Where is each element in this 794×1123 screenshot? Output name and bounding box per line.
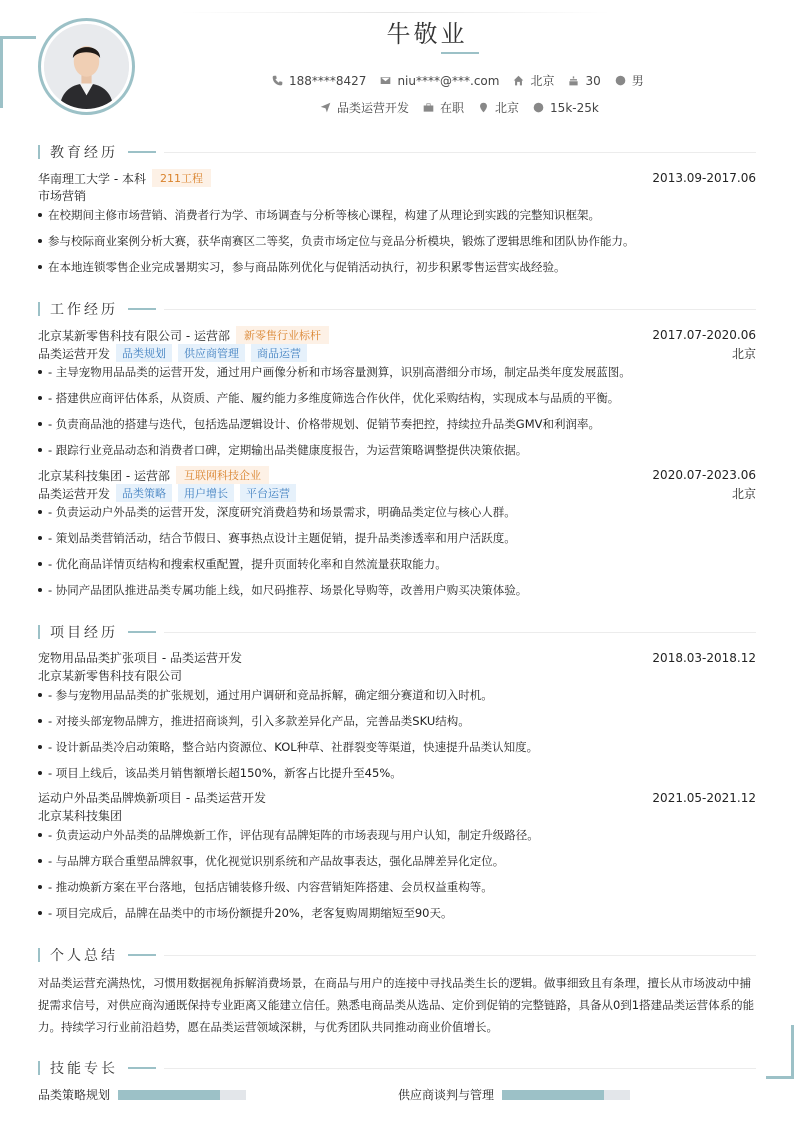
skill-tag: 平台运营	[240, 484, 296, 502]
face-icon	[615, 75, 626, 86]
company-name: 北京某科技集团 - 运营部	[38, 468, 170, 483]
project-bullet: - 与品牌方联合重塑品牌叙事，优化视觉识别系统和产品故事表达，强化品牌差异化定位。	[38, 853, 756, 869]
name-underline	[441, 52, 479, 54]
project-period: 2021.05-2021.12	[652, 790, 756, 805]
section-projects-title	[38, 622, 756, 642]
section-title-text: 技能专长	[50, 1061, 118, 1077]
project-bullet: - 项目完成后，品牌在品类中的市场份额提升20%，老客复购周期缩短至90天。	[38, 905, 756, 921]
work-city: 北京	[731, 486, 756, 501]
summary-text: 对品类运营充满热忱，习惯用数据视角拆解消费场景，在商品与用户的连接中寻找品类生长的逻辑。做事细致且有条理，擅长从市场波动中捕捉需求信号，对供应商沟通既保持专业距离又能建立信任。熟悉电商品类从选品、定价到促销的完整链路，具备从0到1搭建品类运营体系的能力。持续学习行业前沿趋势，愿在品类运营领域深耕，与优秀团队共同推动商业价值增长。	[38, 976, 755, 1034]
section-skills-title	[38, 1058, 756, 1078]
gender-item	[615, 72, 644, 89]
decor-corner-bottom-right	[766, 1025, 794, 1079]
target-role-item	[320, 99, 409, 116]
section-title-text: 项目经历	[50, 625, 118, 641]
work-header	[38, 326, 756, 344]
section-summary-title	[38, 945, 756, 965]
skill-tag: 供应商管理	[178, 344, 245, 362]
education-header	[38, 169, 756, 187]
education-bullet: 在本地连锁零售企业完成暑期实习，参与商品陈列优化与促销活动执行，初步积累零售运营实战经验。	[38, 259, 756, 275]
company-tag: 互联网科技企业	[176, 466, 269, 484]
company-tag: 新零售行业标杆	[236, 326, 329, 344]
role: 品类运营开发	[38, 486, 111, 501]
skill-level-bar	[118, 1090, 246, 1100]
section-work-title	[38, 299, 756, 319]
project-bullet: - 参与宠物用品品类的扩张规划，通过用户调研和竞品拆解，确定细分赛道和切入时机。	[38, 687, 756, 703]
work-bullet: - 优化商品详情页结构和搜索权重配置，提升页面转化率和自然流量获取能力。	[38, 556, 756, 572]
project-bullet: - 设计新品类冷启动策略，整合站内资源位、KOL种草、社群裂变等渠道，快速提升品类认知度。	[38, 739, 756, 755]
email-text: niu****@***.com	[397, 73, 500, 88]
section-title-text: 个人总结	[50, 948, 118, 964]
project-company-row	[38, 807, 756, 824]
work-period: 2017.07-2020.06	[652, 328, 756, 342]
salary-text: 15k-25k	[550, 100, 599, 115]
cake-icon	[568, 75, 579, 86]
gender-text: 男	[631, 74, 644, 88]
skill-tag: 品类规划	[116, 344, 172, 362]
skill-tag: 品类策略	[116, 484, 172, 502]
skill-name: 品类策略规划	[38, 1088, 111, 1102]
major: 市场营销	[38, 189, 87, 203]
money-icon	[533, 102, 544, 113]
email-item	[380, 74, 499, 88]
education-major-row	[38, 187, 756, 204]
skill-item	[398, 1086, 630, 1103]
work-role-row	[38, 484, 756, 502]
work-bullet: - 策划品类营销活动，结合节假日、赛事热点设计主题促销，提升品类渗透率和用户活跃度。	[38, 530, 756, 546]
project-company: 北京某科技集团	[38, 809, 123, 823]
briefcase-icon	[423, 102, 434, 113]
phone-item	[272, 74, 366, 88]
education-bullet: 在校期间主修市场营销、消费者行为学、市场调查与分析等核心课程，构建了从理论到实践的完整知识框架。	[38, 207, 756, 223]
section-title-text: 教育经历	[50, 145, 118, 161]
skill-tag: 商品运营	[251, 344, 307, 362]
project-period: 2018.03-2018.12	[652, 650, 756, 665]
phone-text: 188****8427	[289, 73, 367, 88]
project-header	[38, 649, 756, 666]
skill-name: 供应商谈判与管理	[398, 1088, 495, 1102]
section-title-text: 工作经历	[50, 302, 118, 318]
project-header	[38, 789, 756, 806]
candidate-name: 牛敬业	[386, 20, 468, 48]
work-bullet: - 主导宠物用品品类的运营开发，通过用户画像分析和市场容量测算，识别高潜细分市场，制定品类年度发展蓝图。	[38, 364, 756, 380]
project-bullet: - 对接头部宠物品牌方，推进招商谈判，引入多款差异化产品，完善品类SKU结构。	[38, 713, 756, 729]
phone-icon	[272, 75, 283, 86]
contact-info-row	[272, 72, 658, 89]
skill-tag: 用户增长	[178, 484, 234, 502]
work-bullet: - 负责运动户外品类的运营开发，深度研究消费趋势和场景需求，明确品类定位与核心人群。	[38, 504, 756, 520]
location-pin-icon	[478, 102, 489, 113]
work-header	[38, 466, 756, 484]
school-name: 华南理工大学 - 本科	[38, 171, 146, 186]
mail-icon	[380, 75, 391, 86]
work-role-row	[38, 344, 756, 362]
project-title: 宠物用品品类扩张项目 - 品类运营开发	[38, 651, 242, 665]
skill-level-bar	[502, 1090, 630, 1100]
work-bullet: - 协同产品团队推进品类专属功能上线，如尺码推荐、场景化导购等，改善用户购买决策体验。	[38, 582, 756, 598]
company-name: 北京某新零售科技有限公司 - 运营部	[38, 328, 230, 343]
project-title: 运动户外品类品牌焕新项目 - 品类运营开发	[38, 791, 266, 805]
education-bullet: 参与校际商业案例分析大赛，获华南赛区二等奖，负责市场定位与竞品分析模块，锻炼了逻辑思维和团队协作能力。	[38, 233, 756, 249]
work-period: 2020.07-2023.06	[652, 468, 756, 482]
role: 品类运营开发	[38, 346, 111, 361]
status-text: 在职	[440, 101, 465, 115]
project-bullet: - 项目上线后，该品类月销售额增长超150%，新客占比提升至45%。	[38, 765, 756, 781]
city-text: 北京	[530, 74, 555, 88]
work-city: 北京	[731, 346, 756, 361]
job-intent-row	[320, 99, 613, 116]
salary-item	[533, 101, 599, 115]
skill-item	[38, 1086, 246, 1103]
target-role-text: 品类运营开发	[337, 101, 410, 115]
project-bullet: - 推动焕新方案在平台落地，包括店铺装修升级、内容营销矩阵搭建、会员权益重构等。	[38, 879, 756, 895]
project-bullet: - 负责运动户外品类的品牌焕新工作，评估现有品牌矩阵的市场表现与用户认知，制定升级路径。	[38, 827, 756, 843]
school-tag: 211工程	[152, 169, 211, 187]
project-company-row	[38, 667, 756, 684]
home-icon	[513, 75, 524, 86]
section-education-title	[38, 142, 756, 162]
work-bullet: - 搭建供应商评估体系，从资质、产能、履约能力多维度筛选合作伙伴，优化采购结构，实现成本与品质的平衡。	[38, 390, 756, 406]
education-period: 2013.09-2017.06	[652, 171, 756, 185]
work-bullet: - 负责商品池的搭建与迭代，包括选品逻辑设计、价格带规划、促销节奏把控，持续拉升品类GMV和利润率。	[38, 416, 756, 432]
age-text: 30	[585, 73, 601, 88]
skill-level-fill	[118, 1090, 220, 1100]
send-icon	[320, 102, 331, 113]
decor-top-line	[180, 12, 610, 13]
target-city-item	[478, 99, 519, 116]
work-bullet: - 跟踪行业竞品动态和消费者口碑，定期输出品类健康度报告，为运营策略调整提供决策依据。	[38, 442, 756, 458]
city-item	[513, 72, 554, 89]
skill-level-fill	[502, 1090, 604, 1100]
age-item	[568, 74, 600, 88]
target-city-text: 北京	[495, 101, 520, 115]
status-item	[423, 99, 464, 116]
project-company: 北京某新零售科技有限公司	[38, 669, 183, 683]
